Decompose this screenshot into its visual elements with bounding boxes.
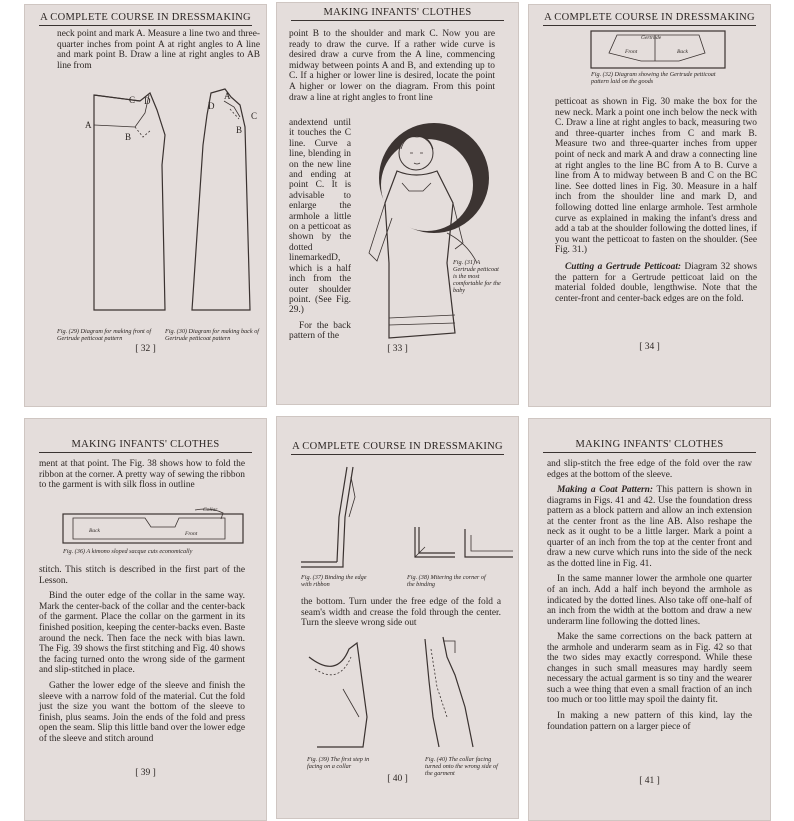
- label-a: A: [224, 91, 231, 101]
- paragraph: stitch. This stitch is described in the first part of the Lesson.: [39, 565, 245, 586]
- fig-29-caption: Fig. (29) Diagram for making front of Gertrude petticoat pattern: [57, 328, 152, 342]
- label-d: D: [144, 96, 151, 106]
- fig-40-caption: Fig. (40) The collar facing turned onto the wrong side of the garment: [425, 756, 498, 777]
- label-b: B: [236, 125, 243, 135]
- paragraph: point B to the shoulder and mark C. Now you are ready to draw the curve. If a rather wide curve is desired draw a curve from the A line, commencing midway between points A and B, and extending up to C. If a higher or lower line is desired, locate the point A higher or lower on the diagram. From this point draw a line at right angles to front line: [289, 29, 495, 103]
- label-front: Front: [185, 531, 198, 537]
- label-back: Back: [677, 49, 688, 55]
- fig-32-caption: Fig. (32) Diagram showing the Gertrude petticoat pattern laid on the goods: [591, 71, 716, 85]
- fig-36-caption: Fig. (36) A kimono sloped sacque cuts economically: [63, 548, 193, 555]
- label-a: A: [85, 120, 92, 130]
- page-header: A COMPLETE COURSE IN DRESSMAKING: [292, 441, 503, 452]
- body-text: [555, 97, 757, 309]
- paragraph: ment at that point. The Fig. 38 shows how to fold the ribbon at the corner. A pretty way of sewing the ribbon to the garment is with silk floss in outline: [39, 459, 245, 491]
- page-header: A COMPLETE COURSE IN DRESSMAKING: [40, 12, 251, 23]
- page-number: [ 32 ]: [135, 344, 156, 354]
- fig-38-caption: Fig. (38) Mitering the corner of the binding: [407, 574, 486, 588]
- page-header: MAKING INFANTS' CLOTHES: [575, 439, 724, 450]
- fig-37-caption: Fig. (37) Binding the edge with ribbon: [301, 574, 367, 588]
- paragraph: For the back pattern of the: [289, 320, 351, 342]
- page-39: [24, 418, 267, 821]
- paragraph: Make the same corrections on the back pattern at the armhole and underarm seam as in Fig. 42 so that the two sides may exactly correspond. While these changes in such small measures may hardly seem necessary the actual garment is so tiny and the wearer such a wee thing that even a small fraction of an inch too much or too little may spoil the dainty fit.: [547, 632, 752, 706]
- subhead: Cutting a Gertrude Petticoat:: [565, 261, 682, 272]
- fig-31-caption: Fig. (31) A Gertrude petticoat is the most comfortable for the baby: [453, 259, 501, 294]
- paragraph-text: This pattern is shown in diagrams in Figs. 41 and 42. Use the foundation dress pattern as a block pattern and allow an inch extension at the center front as the line AB. Also reshape the neck as it ought to be a little larger. Mark a point a quarter of an inch from the top at the center front and draw a new curve which runs into the side of the neck as the dotted line in Fig. 41.: [547, 485, 752, 569]
- fig-30-caption: Fig. (30) Diagram for making back of Gertrude petticoat pattern: [165, 328, 260, 342]
- label-front: Front: [625, 49, 638, 55]
- label-back: Back: [89, 528, 100, 534]
- page-41: [528, 418, 771, 821]
- page-34: [528, 4, 771, 407]
- page-header: MAKING INFANTS' CLOTHES: [323, 7, 472, 18]
- label-b: B: [125, 132, 132, 142]
- label-gertrude: Gertrude: [641, 35, 662, 41]
- page-32: [24, 4, 267, 407]
- paragraph-text: Diagram 32 shows the pattern for a Gertrude petticoat laid on the material folded double, lengthwise. Note that the center-front and center-back edges are on the fold.: [555, 261, 758, 304]
- paragraph: In making a new pattern of this kind, lay the foundation pattern on a larger piece of: [547, 711, 752, 732]
- page-number: [ 41 ]: [639, 776, 660, 786]
- paragraph: Gather the lower edge of the sleeve and finish the sleeve with a narrow fold of the material. Cut the fold just the size you want the bottom of the sleeve to finish, plus seams. Join the ends of the fold and press open the seam. Slip this little band over the lower edge of the sleeve and stitch around: [39, 680, 245, 744]
- page-33: [276, 2, 519, 405]
- paragraph: the bottom. Turn under the free edge of the fold a seam's width and crease the fold through the center. Turn the sleeve wrong side out: [301, 597, 501, 629]
- paragraph: In the same manner lower the armhole one quarter of an inch. Add a half inch beyond the armhole as indicated by the dotted lines. Also take off one-half of an inch from the width at the bottom and draw a new underarm line following the dotted lines.: [547, 574, 752, 627]
- page-number: [ 33 ]: [387, 344, 408, 354]
- label-c: C: [251, 111, 258, 121]
- paragraph: Bind the outer edge of the collar in the same way. Mark the center-back of the collar and the center-back of the garment. Place the collar on the garment in its finished position, keeping the center-backs even. Baste around the neck. Then face the neck with bias lawn. The Fig. 39 shows the first stitching and Fig. 40 shows the facing turned onto the wrong side of the garment and slip-stitched in place.: [39, 591, 245, 676]
- body-text: [547, 459, 752, 737]
- paragraph: andextend until it touches the C line. Curve a line, blending in on the new line and ending at point C. It is advisable to enlarge the armhole a little on a petticoat as shown by the dotted linemarkedD, which is a half inch from the outer shoulder point. (See Fig. 29.): [289, 118, 351, 316]
- page-header: A COMPLETE COURSE IN DRESSMAKING: [544, 12, 755, 23]
- paragraph: petticoat as shown in Fig. 30 make the box for the new neck. Mark a point one inch below the neck with C. Draw a line at right angles to back, measuring two and three-quarter inches from C and mark B. Measure two and three-quarter inches from upper point of neck and mark A and draw a connecting line at right angles to the line BC from A to B. Curve a line from A to midway between B and C on the BC line. See dotted lines in Fig. 30. Measure in a half inch from the shoulder line and mark D, and following dotted line enlarge armhole. Test armhole curve as explained in making the infant's dress and add a tab at the shoulder following the dotted lines, if you want the petticoat to fasten on the shoulder. (See Fig. 31.): [555, 97, 757, 256]
- label-c: C: [129, 95, 136, 105]
- fig-39-caption: Fig. (39) The first step in facing on a collar: [307, 756, 370, 770]
- page-number: [ 39 ]: [135, 768, 156, 778]
- page-40: [276, 416, 519, 819]
- header-rule: [543, 452, 756, 453]
- page-number: [ 40 ]: [387, 774, 408, 784]
- paragraph: [555, 262, 757, 304]
- paragraph: and slip-stitch the free edge of the fold over the raw edges at the bottom of the sleeve.: [547, 459, 752, 480]
- label-collar: Collar: [203, 507, 218, 513]
- paragraph: neck point and mark A. Measure a line two and three-quarter inches from point A at right angles to A line and mark point B. Draw a line at right angles to AB line from: [57, 29, 260, 71]
- page-header: MAKING INFANTS' CLOTHES: [71, 439, 220, 450]
- page-number: [ 34 ]: [639, 342, 660, 352]
- subhead: Making a Coat Pattern:: [557, 485, 653, 496]
- body-text: [39, 565, 245, 750]
- label-d: D: [208, 101, 215, 111]
- paragraph: [547, 485, 752, 569]
